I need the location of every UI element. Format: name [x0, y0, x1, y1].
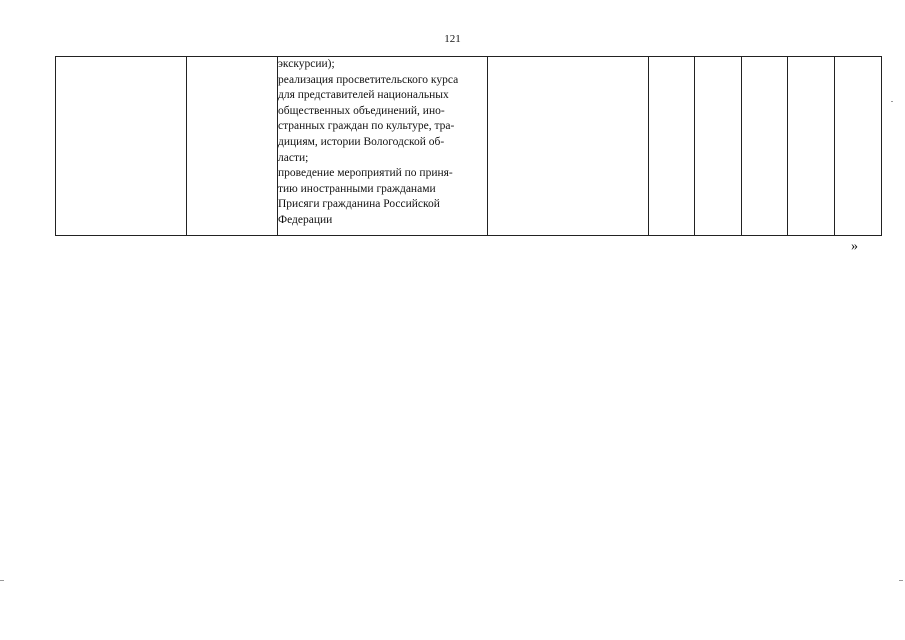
text-line: общественных объединений, ино-	[278, 104, 445, 117]
measures-table	[55, 56, 882, 236]
text-line: экскурсии);	[278, 58, 335, 70]
scan-mark	[0, 580, 4, 581]
table-cell-empty	[695, 57, 742, 236]
table-cell-empty	[56, 57, 187, 236]
table-cell-empty	[488, 57, 649, 236]
scan-mark	[899, 580, 903, 581]
closing-quote: »	[851, 239, 858, 254]
text-line: Федерации	[278, 213, 333, 226]
text-line: странных граждан по культуре, тра-	[278, 120, 455, 133]
text-line: проведение мероприятий по приня-	[278, 167, 453, 180]
text-line: дициям, истории Вологодской об-	[278, 135, 445, 148]
text-line: тию иностранными гражданами	[278, 182, 436, 195]
table-cell-empty	[835, 57, 882, 236]
table-cell-empty	[649, 57, 695, 236]
text-line: ласти;	[278, 151, 309, 164]
text-line: реализация просветительского курса	[278, 73, 459, 86]
table-cell-empty	[187, 57, 278, 236]
text-line: Присяги гражданина Российской	[278, 198, 440, 211]
table-cell-empty	[742, 57, 788, 236]
text-line: для представителей национальных	[278, 89, 449, 102]
table-cell-empty	[788, 57, 835, 236]
page-number: 121	[444, 33, 461, 45]
table-cell-measures	[278, 57, 488, 236]
scan-mark	[891, 101, 893, 102]
table-row	[56, 57, 882, 236]
